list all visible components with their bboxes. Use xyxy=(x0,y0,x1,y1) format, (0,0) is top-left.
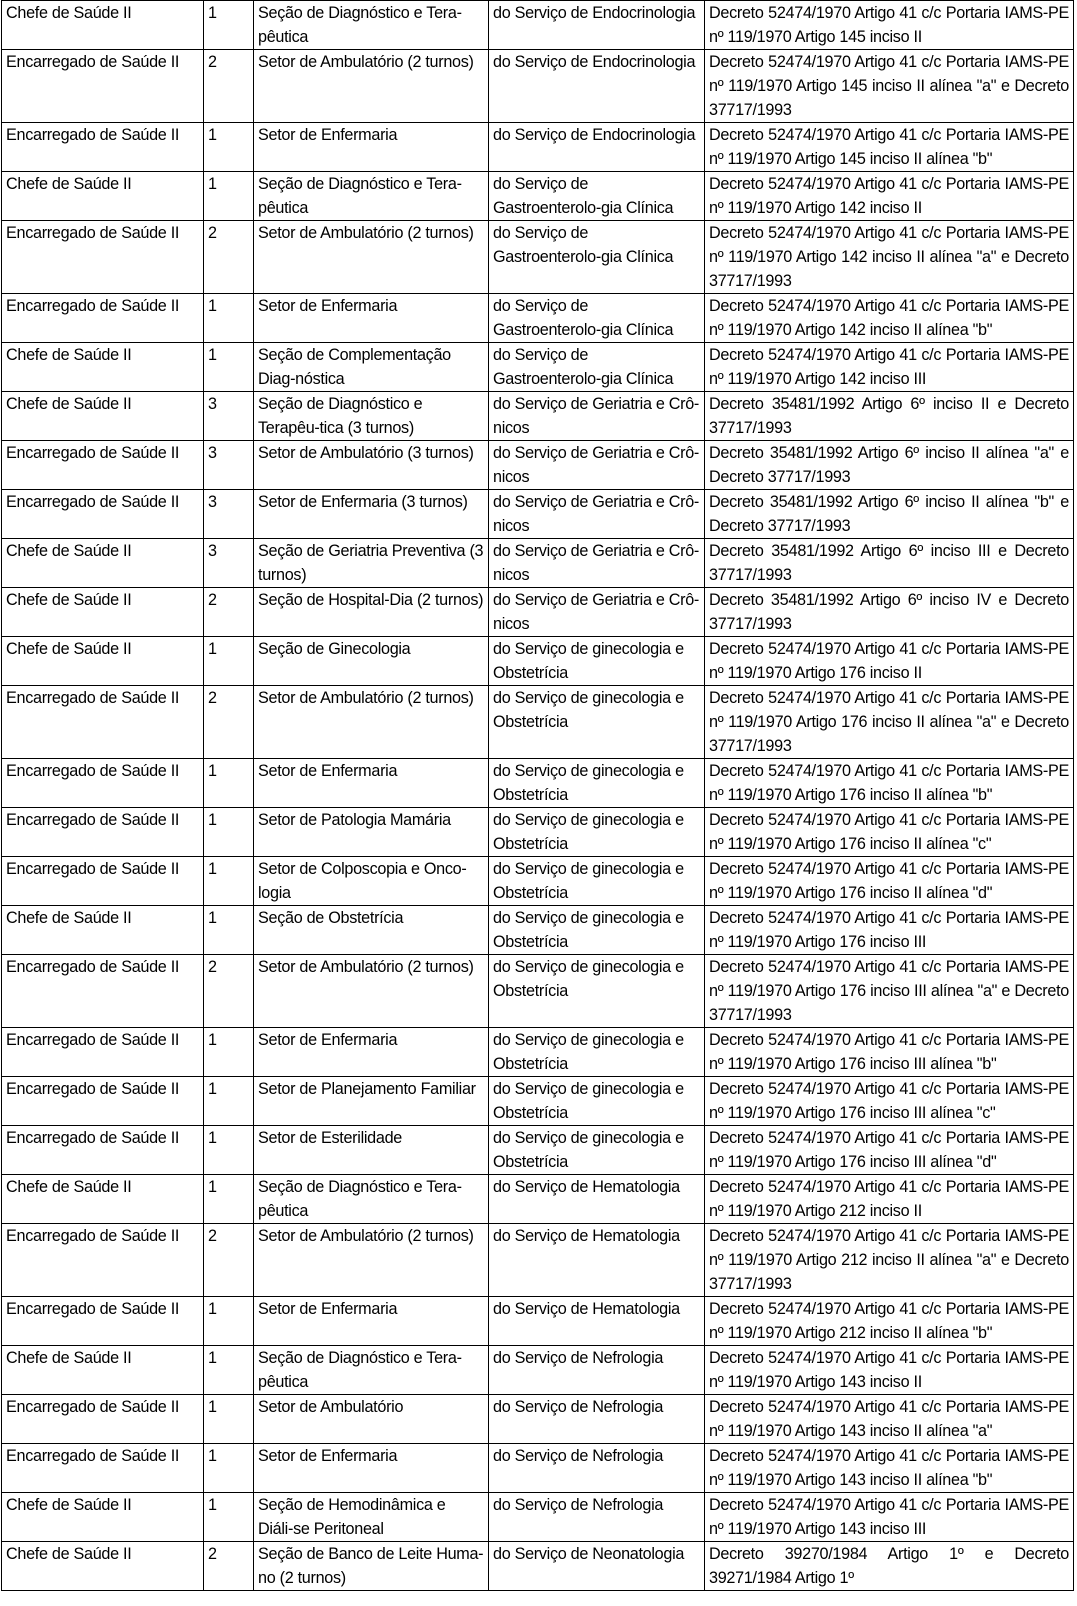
service-cell: do Serviço de Gastroenterolo-gia Clínica xyxy=(489,172,705,221)
role-cell: Encarregado de Saúde II xyxy=(2,221,204,294)
service-cell: do Serviço de ginecologia e Obstetrícia xyxy=(489,1126,705,1175)
table-body xyxy=(2,1,1074,1591)
role-cell: Encarregado de Saúde II xyxy=(2,50,204,123)
service-cell: do Serviço de Nefrologia xyxy=(489,1346,705,1395)
service-cell: do Serviço de ginecologia e Obstetrícia xyxy=(489,955,705,1028)
role-cell: Chefe de Saúde II xyxy=(2,1346,204,1395)
quantity-cell: 1 xyxy=(204,808,254,857)
table-row xyxy=(2,221,1074,294)
role-cell: Encarregado de Saúde II xyxy=(2,1395,204,1444)
table-row xyxy=(2,1542,1074,1591)
role-cell: Encarregado de Saúde II xyxy=(2,1444,204,1493)
table-row xyxy=(2,808,1074,857)
table-row xyxy=(2,123,1074,172)
service-cell: do Serviço de Hematologia xyxy=(489,1175,705,1224)
legal-basis-cell: Decreto 35481/1992 Artigo 6º inciso II alínea "a" e Decreto 37717/1993 xyxy=(705,441,1074,490)
positions-table xyxy=(1,0,1074,1591)
legal-basis-cell: Decreto 52474/1970 Artigo 41 c/c Portaria IAMS-PE nº 119/1970 Artigo 176 inciso II alínea "d" xyxy=(705,857,1074,906)
role-cell: Chefe de Saúde II xyxy=(2,588,204,637)
quantity-cell: 2 xyxy=(204,955,254,1028)
unit-cell: Setor de Ambulatório xyxy=(254,1395,489,1444)
unit-cell: Setor de Ambulatório (2 turnos) xyxy=(254,221,489,294)
legal-basis-cell: Decreto 52474/1970 Artigo 41 c/c Portaria IAMS-PE nº 119/1970 Artigo 145 inciso II alínea "b" xyxy=(705,123,1074,172)
legal-basis-cell: Decreto 52474/1970 Artigo 41 c/c Portaria IAMS-PE nº 119/1970 Artigo 176 inciso II alínea "b" xyxy=(705,759,1074,808)
service-cell: do Serviço de ginecologia e Obstetrícia xyxy=(489,1077,705,1126)
unit-cell: Seção de Diagnóstico e Tera-pêutica xyxy=(254,1,489,50)
role-cell: Encarregado de Saúde II xyxy=(2,686,204,759)
service-cell: do Serviço de Geriatria e Crô-nicos xyxy=(489,539,705,588)
table-row xyxy=(2,637,1074,686)
quantity-cell: 1 xyxy=(204,857,254,906)
quantity-cell: 1 xyxy=(204,906,254,955)
table-row xyxy=(2,294,1074,343)
role-cell: Chefe de Saúde II xyxy=(2,906,204,955)
table-row xyxy=(2,1444,1074,1493)
unit-cell: Seção de Banco de Leite Huma-no (2 turnos) xyxy=(254,1542,489,1591)
unit-cell: Setor de Ambulatório (2 turnos) xyxy=(254,955,489,1028)
legal-basis-cell: Decreto 52474/1970 Artigo 41 c/c Portaria IAMS-PE nº 119/1970 Artigo 142 inciso II xyxy=(705,172,1074,221)
role-cell: Encarregado de Saúde II xyxy=(2,955,204,1028)
legal-basis-cell: Decreto 52474/1970 Artigo 41 c/c Portaria IAMS-PE nº 119/1970 Artigo 176 inciso II alínea "c" xyxy=(705,808,1074,857)
service-cell: do Serviço de Geriatria e Crô-nicos xyxy=(489,490,705,539)
unit-cell: Setor de Enfermaria xyxy=(254,1297,489,1346)
role-cell: Encarregado de Saúde II xyxy=(2,857,204,906)
table-row xyxy=(2,490,1074,539)
quantity-cell: 1 xyxy=(204,759,254,808)
table-row xyxy=(2,441,1074,490)
quantity-cell: 2 xyxy=(204,221,254,294)
table-row xyxy=(2,906,1074,955)
quantity-cell: 2 xyxy=(204,1224,254,1297)
unit-cell: Setor de Ambulatório (2 turnos) xyxy=(254,50,489,123)
table-row xyxy=(2,1346,1074,1395)
table-row xyxy=(2,1395,1074,1444)
quantity-cell: 1 xyxy=(204,1,254,50)
service-cell: do Serviço de Geriatria e Crô-nicos xyxy=(489,392,705,441)
role-cell: Encarregado de Saúde II xyxy=(2,1126,204,1175)
unit-cell: Seção de Diagnóstico e Tera-pêutica xyxy=(254,172,489,221)
table-row xyxy=(2,343,1074,392)
quantity-cell: 2 xyxy=(204,50,254,123)
unit-cell: Setor de Esterilidade xyxy=(254,1126,489,1175)
unit-cell: Seção de Hospital-Dia (2 turnos) xyxy=(254,588,489,637)
role-cell: Chefe de Saúde II xyxy=(2,1175,204,1224)
service-cell: do Serviço de Nefrologia xyxy=(489,1395,705,1444)
legal-basis-cell: Decreto 52474/1970 Artigo 41 c/c Portaria IAMS-PE nº 119/1970 Artigo 176 inciso III alínea "b" xyxy=(705,1028,1074,1077)
quantity-cell: 1 xyxy=(204,1346,254,1395)
role-cell: Encarregado de Saúde II xyxy=(2,759,204,808)
service-cell: do Serviço de Endocrinologia xyxy=(489,50,705,123)
service-cell: do Serviço de ginecologia e Obstetrícia xyxy=(489,686,705,759)
quantity-cell: 3 xyxy=(204,441,254,490)
quantity-cell: 1 xyxy=(204,343,254,392)
table-row xyxy=(2,955,1074,1028)
table-row xyxy=(2,1175,1074,1224)
quantity-cell: 1 xyxy=(204,1028,254,1077)
role-cell: Chefe de Saúde II xyxy=(2,539,204,588)
legal-basis-cell: Decreto 52474/1970 Artigo 41 c/c Portaria IAMS-PE nº 119/1970 Artigo 143 inciso II alínea "a" xyxy=(705,1395,1074,1444)
unit-cell: Setor de Ambulatório (2 turnos) xyxy=(254,686,489,759)
quantity-cell: 1 xyxy=(204,1175,254,1224)
legal-basis-cell: Decreto 52474/1970 Artigo 41 c/c Portaria IAMS-PE nº 119/1970 Artigo 212 inciso II xyxy=(705,1175,1074,1224)
legal-basis-cell: Decreto 52474/1970 Artigo 41 c/c Portaria IAMS-PE nº 119/1970 Artigo 176 inciso III xyxy=(705,906,1074,955)
legal-basis-cell: Decreto 52474/1970 Artigo 41 c/c Portaria IAMS-PE nº 119/1970 Artigo 142 inciso III xyxy=(705,343,1074,392)
service-cell: do Serviço de Geriatria e Crô-nicos xyxy=(489,441,705,490)
quantity-cell: 1 xyxy=(204,123,254,172)
legal-basis-cell: Decreto 52474/1970 Artigo 41 c/c Portaria IAMS-PE nº 119/1970 Artigo 143 inciso II xyxy=(705,1346,1074,1395)
unit-cell: Setor de Ambulatório (2 turnos) xyxy=(254,1224,489,1297)
quantity-cell: 3 xyxy=(204,539,254,588)
quantity-cell: 1 xyxy=(204,1126,254,1175)
role-cell: Encarregado de Saúde II xyxy=(2,490,204,539)
unit-cell: Seção de Hemodinâmica e Diáli-se Peritoneal xyxy=(254,1493,489,1542)
service-cell: do Serviço de ginecologia e Obstetrícia xyxy=(489,759,705,808)
role-cell: Chefe de Saúde II xyxy=(2,343,204,392)
unit-cell: Seção de Diagnóstico e Tera-pêutica xyxy=(254,1346,489,1395)
quantity-cell: 2 xyxy=(204,588,254,637)
service-cell: do Serviço de Geriatria e Crô-nicos xyxy=(489,588,705,637)
unit-cell: Setor de Enfermaria xyxy=(254,1444,489,1493)
legal-basis-cell: Decreto 35481/1992 Artigo 6º inciso II alínea "b" e Decreto 37717/1993 xyxy=(705,490,1074,539)
table-row xyxy=(2,588,1074,637)
table-row xyxy=(2,1028,1074,1077)
service-cell: do Serviço de ginecologia e Obstetrícia xyxy=(489,906,705,955)
service-cell: do Serviço de ginecologia e Obstetrícia xyxy=(489,808,705,857)
quantity-cell: 3 xyxy=(204,392,254,441)
role-cell: Encarregado de Saúde II xyxy=(2,1028,204,1077)
legal-basis-cell: Decreto 52474/1970 Artigo 41 c/c Portaria IAMS-PE nº 119/1970 Artigo 145 inciso II xyxy=(705,1,1074,50)
table-row xyxy=(2,1493,1074,1542)
role-cell: Chefe de Saúde II xyxy=(2,172,204,221)
service-cell: do Serviço de Hematologia xyxy=(489,1297,705,1346)
role-cell: Encarregado de Saúde II xyxy=(2,123,204,172)
table-row xyxy=(2,1297,1074,1346)
table-row xyxy=(2,1224,1074,1297)
table-row xyxy=(2,392,1074,441)
legal-basis-cell: Decreto 35481/1992 Artigo 6º inciso III e Decreto 37717/1993 xyxy=(705,539,1074,588)
role-cell: Encarregado de Saúde II xyxy=(2,1077,204,1126)
service-cell: do Serviço de Nefrologia xyxy=(489,1444,705,1493)
quantity-cell: 1 xyxy=(204,637,254,686)
service-cell: do Serviço de Endocrinologia xyxy=(489,123,705,172)
quantity-cell: 1 xyxy=(204,1493,254,1542)
role-cell: Encarregado de Saúde II xyxy=(2,294,204,343)
role-cell: Chefe de Saúde II xyxy=(2,1493,204,1542)
role-cell: Encarregado de Saúde II xyxy=(2,1297,204,1346)
role-cell: Encarregado de Saúde II xyxy=(2,441,204,490)
service-cell: do Serviço de Gastroenterolo-gia Clínica xyxy=(489,221,705,294)
table-row xyxy=(2,1126,1074,1175)
legal-basis-cell: Decreto 52474/1970 Artigo 41 c/c Portaria IAMS-PE nº 119/1970 Artigo 212 inciso II alínea "a" e Decreto 37717/1993 xyxy=(705,1224,1074,1297)
unit-cell: Seção de Obstetrícia xyxy=(254,906,489,955)
table-row xyxy=(2,857,1074,906)
service-cell: do Serviço de Gastroenterolo-gia Clínica xyxy=(489,343,705,392)
unit-cell: Setor de Planejamento Familiar xyxy=(254,1077,489,1126)
service-cell: do Serviço de Neonatologia xyxy=(489,1542,705,1591)
service-cell: do Serviço de ginecologia e Obstetrícia xyxy=(489,857,705,906)
table-row xyxy=(2,539,1074,588)
table-row xyxy=(2,50,1074,123)
service-cell: do Serviço de Gastroenterolo-gia Clínica xyxy=(489,294,705,343)
unit-cell: Setor de Enfermaria (3 turnos) xyxy=(254,490,489,539)
table-row xyxy=(2,172,1074,221)
unit-cell: Setor de Colposcopia e Onco-logia xyxy=(254,857,489,906)
table-row xyxy=(2,759,1074,808)
role-cell: Encarregado de Saúde II xyxy=(2,808,204,857)
quantity-cell: 1 xyxy=(204,1077,254,1126)
unit-cell: Seção de Diagnóstico e Terapêu-tica (3 turnos) xyxy=(254,392,489,441)
quantity-cell: 2 xyxy=(204,686,254,759)
legal-basis-cell: Decreto 52474/1970 Artigo 41 c/c Portaria IAMS-PE nº 119/1970 Artigo 176 inciso II xyxy=(705,637,1074,686)
unit-cell: Setor de Enfermaria xyxy=(254,294,489,343)
service-cell: do Serviço de ginecologia e Obstetrícia xyxy=(489,637,705,686)
unit-cell: Setor de Ambulatório (3 turnos) xyxy=(254,441,489,490)
role-cell: Chefe de Saúde II xyxy=(2,1542,204,1591)
legal-basis-cell: Decreto 52474/1970 Artigo 41 c/c Portaria IAMS-PE nº 119/1970 Artigo 142 inciso II alínea "a" e Decreto 37717/1993 xyxy=(705,221,1074,294)
quantity-cell: 1 xyxy=(204,294,254,343)
role-cell: Chefe de Saúde II xyxy=(2,1,204,50)
legal-basis-cell: Decreto 52474/1970 Artigo 41 c/c Portaria IAMS-PE nº 119/1970 Artigo 143 inciso III xyxy=(705,1493,1074,1542)
service-cell: do Serviço de ginecologia e Obstetrícia xyxy=(489,1028,705,1077)
table-row xyxy=(2,1,1074,50)
role-cell: Chefe de Saúde II xyxy=(2,637,204,686)
legal-basis-cell: Decreto 52474/1970 Artigo 41 c/c Portaria IAMS-PE nº 119/1970 Artigo 176 inciso III alínea "a" e Decreto 37717/1993 xyxy=(705,955,1074,1028)
unit-cell: Setor de Patologia Mamária xyxy=(254,808,489,857)
unit-cell: Seção de Diagnóstico e Tera-pêutica xyxy=(254,1175,489,1224)
role-cell: Encarregado de Saúde II xyxy=(2,1224,204,1297)
unit-cell: Seção de Geriatria Preventiva (3 turnos) xyxy=(254,539,489,588)
unit-cell: Setor de Enfermaria xyxy=(254,123,489,172)
quantity-cell: 1 xyxy=(204,1297,254,1346)
legal-basis-cell: Decreto 39270/1984 Artigo 1º e Decreto 39271/1984 Artigo 1º xyxy=(705,1542,1074,1591)
quantity-cell: 2 xyxy=(204,1542,254,1591)
unit-cell: Seção de Ginecologia xyxy=(254,637,489,686)
service-cell: do Serviço de Nefrologia xyxy=(489,1493,705,1542)
legal-basis-cell: Decreto 52474/1970 Artigo 41 c/c Portaria IAMS-PE nº 119/1970 Artigo 212 inciso II alínea "b" xyxy=(705,1297,1074,1346)
unit-cell: Setor de Enfermaria xyxy=(254,1028,489,1077)
unit-cell: Seção de Complementação Diag-nóstica xyxy=(254,343,489,392)
quantity-cell: 1 xyxy=(204,1444,254,1493)
legal-basis-cell: Decreto 35481/1992 Artigo 6º inciso II e Decreto 37717/1993 xyxy=(705,392,1074,441)
legal-basis-cell: Decreto 52474/1970 Artigo 41 c/c Portaria IAMS-PE nº 119/1970 Artigo 176 inciso II alínea "a" e Decreto 37717/1993 xyxy=(705,686,1074,759)
role-cell: Chefe de Saúde II xyxy=(2,392,204,441)
legal-basis-cell: Decreto 52474/1970 Artigo 41 c/c Portaria IAMS-PE nº 119/1970 Artigo 142 inciso II alínea "b" xyxy=(705,294,1074,343)
service-cell: do Serviço de Hematologia xyxy=(489,1224,705,1297)
quantity-cell: 1 xyxy=(204,172,254,221)
legal-basis-cell: Decreto 52474/1970 Artigo 41 c/c Portaria IAMS-PE nº 119/1970 Artigo 176 inciso III alínea "c" xyxy=(705,1077,1074,1126)
legal-basis-cell: Decreto 52474/1970 Artigo 41 c/c Portaria IAMS-PE nº 119/1970 Artigo 176 inciso III alínea "d" xyxy=(705,1126,1074,1175)
legal-basis-cell: Decreto 52474/1970 Artigo 41 c/c Portaria IAMS-PE nº 119/1970 Artigo 143 inciso II alínea "b" xyxy=(705,1444,1074,1493)
legal-basis-cell: Decreto 35481/1992 Artigo 6º inciso IV e Decreto 37717/1993 xyxy=(705,588,1074,637)
legal-basis-cell: Decreto 52474/1970 Artigo 41 c/c Portaria IAMS-PE nº 119/1970 Artigo 145 inciso II alínea "a" e Decreto 37717/1993 xyxy=(705,50,1074,123)
unit-cell: Setor de Enfermaria xyxy=(254,759,489,808)
quantity-cell: 1 xyxy=(204,1395,254,1444)
service-cell: do Serviço de Endocrinologia xyxy=(489,1,705,50)
quantity-cell: 3 xyxy=(204,490,254,539)
table-row xyxy=(2,1077,1074,1126)
table-row xyxy=(2,686,1074,759)
